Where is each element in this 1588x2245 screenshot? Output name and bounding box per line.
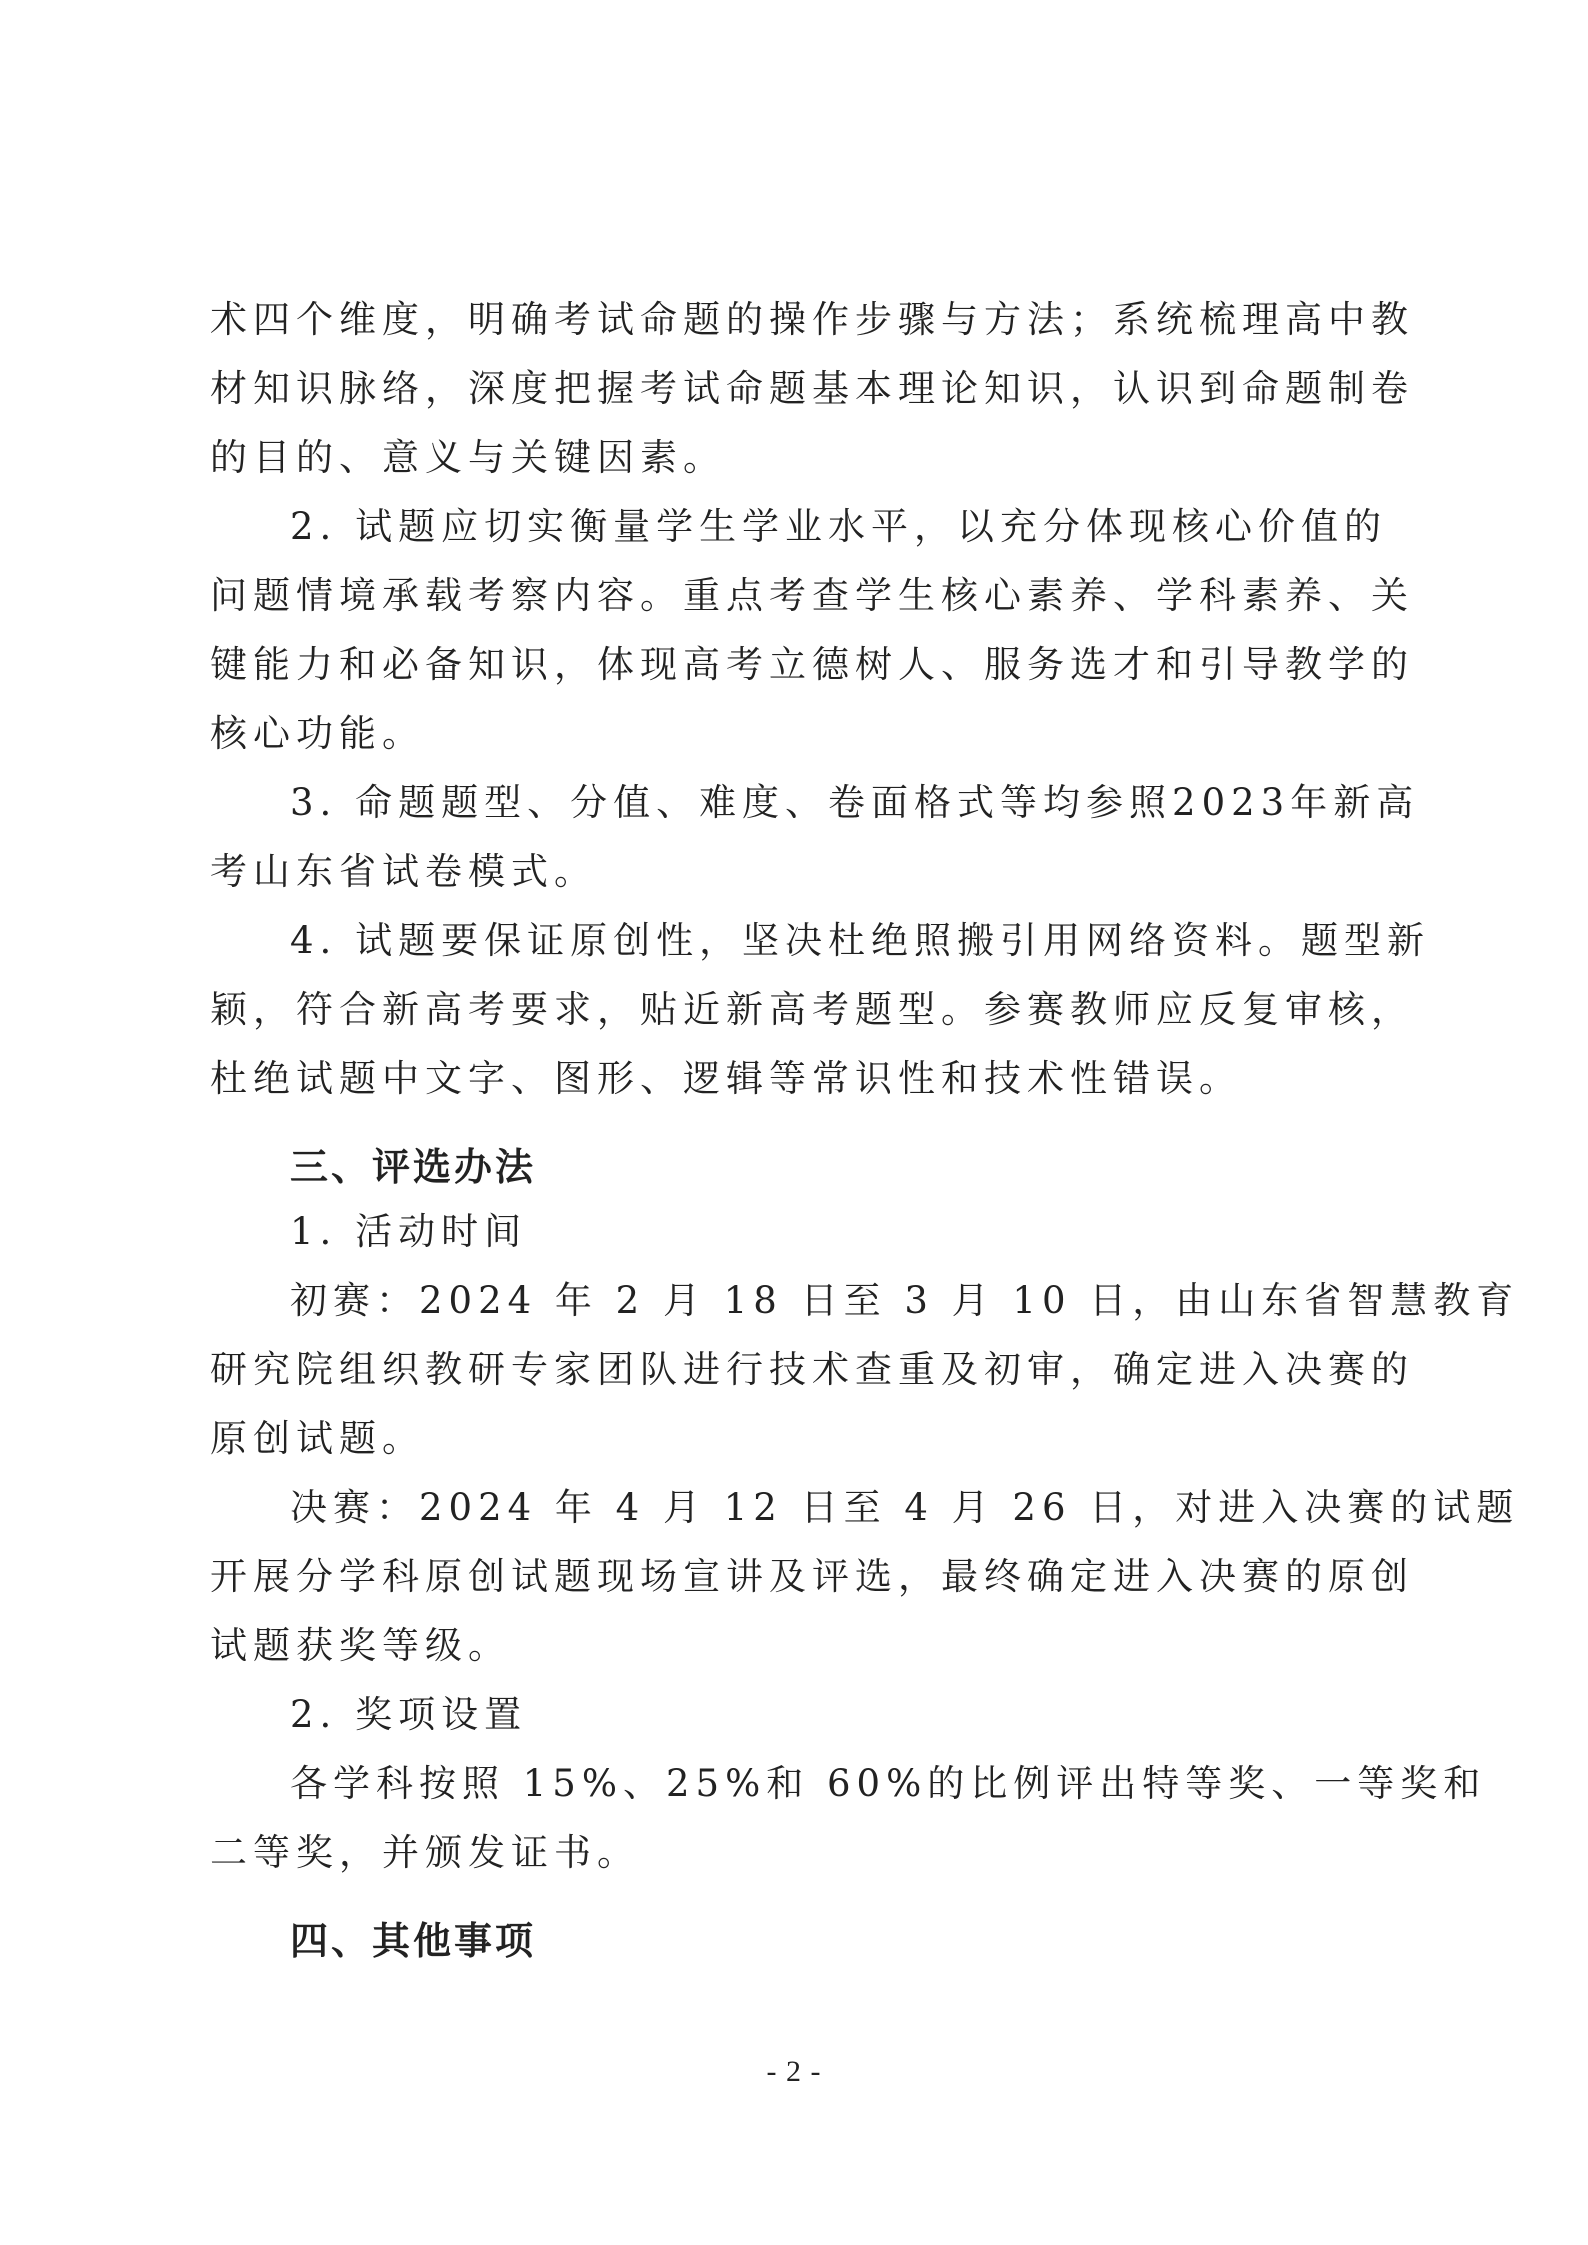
text-line: 二等奖，并颁发证书。: [210, 1831, 640, 1874]
text-line: 试题获奖等级。: [210, 1624, 511, 1667]
text-line: 术四个维度，明确考试命题的操作步骤与方法；系统梳理高中教: [210, 298, 1414, 341]
text-line: 原创试题。: [210, 1417, 425, 1460]
text-line: 键能力和必备知识，体现高考立德树人、服务选才和引导教学的: [210, 643, 1414, 686]
text-line: 的目的、意义与关键因素。: [210, 436, 726, 479]
text-line: 3. 命题题型、分值、难度、卷面格式等均参照2023年新高: [290, 781, 1420, 824]
section-heading: 四、其他事项: [290, 1919, 537, 1963]
text-line: 核心功能。: [210, 712, 425, 755]
text-line: 2. 试题应切实衡量学生学业水平，以充分体现核心价值的: [290, 505, 1388, 548]
text-line: 问题情境承载考察内容。重点考查学生核心素养、学科素养、关: [210, 574, 1414, 617]
section-heading: 三、评选办法: [290, 1145, 537, 1189]
text-line: 研究院组织教研专家团队进行技术查重及初审，确定进入决赛的: [210, 1348, 1414, 1391]
text-line: 各学科按照 15%、25%和 60%的比例评出特等奖、一等奖和: [290, 1762, 1487, 1805]
text-line: 杜绝试题中文字、图形、逻辑等常识性和技术性错误。: [210, 1057, 1242, 1100]
text-line: 开展分学科原创试题现场宣讲及评选，最终确定进入决赛的原创: [210, 1555, 1414, 1598]
page-number: - 2 -: [766, 2055, 822, 2088]
text-line: 材知识脉络，深度把握考试命题基本理论知识，认识到命题制卷: [210, 367, 1414, 410]
text-line: 颖，符合新高考要求，贴近新高考题型。参赛教师应反复审核，: [210, 988, 1414, 1031]
text-line: 考山东省试卷模式。: [210, 850, 597, 893]
text-line: 初赛：2024 年 2 月 18 日至 3 月 10 日，由山东省智慧教育: [290, 1279, 1520, 1322]
subsection-title: 2. 奖项设置: [290, 1693, 528, 1736]
text-line: 4. 试题要保证原创性，坚决杜绝照搬引用网络资料。题型新: [290, 919, 1431, 962]
text-line: 决赛：2024 年 4 月 12 日至 4 月 26 日，对进入决赛的试题: [290, 1486, 1520, 1529]
subsection-title: 1. 活动时间: [290, 1210, 528, 1253]
